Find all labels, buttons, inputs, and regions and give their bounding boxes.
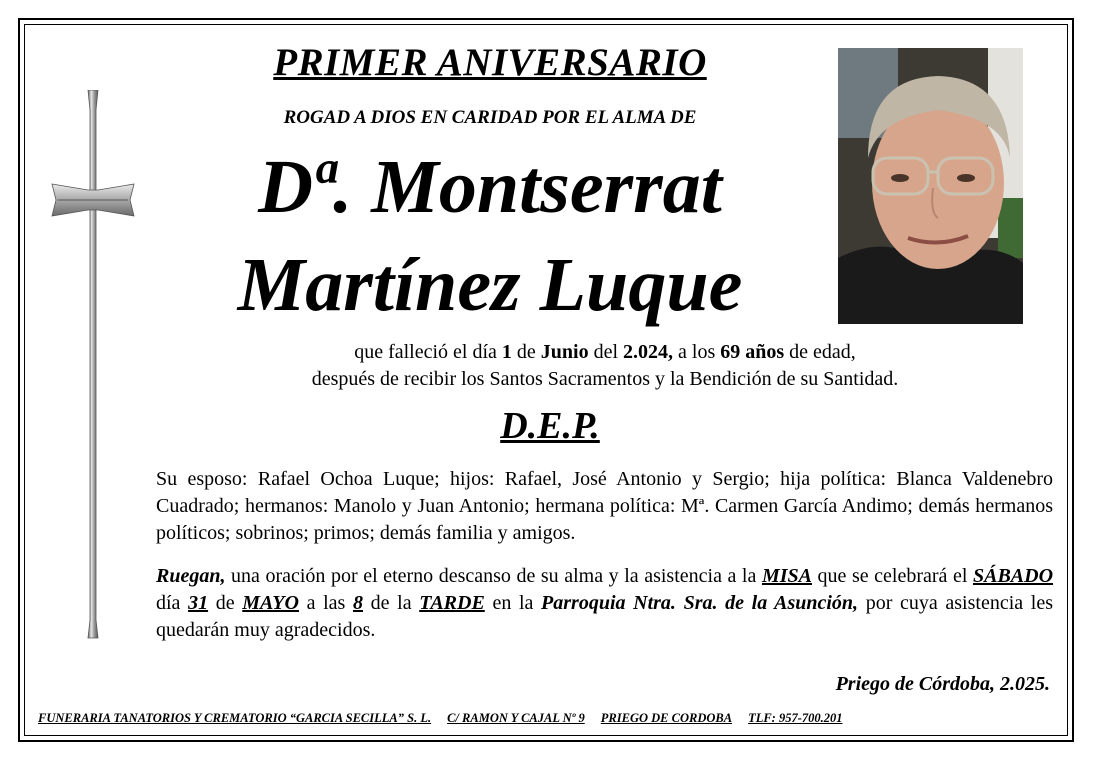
deceased-name-line2: Martínez Luque	[237, 243, 743, 327]
mass-text: de la	[362, 592, 420, 614]
footer-city: PRIEGO DE CORDOBA	[600, 711, 733, 725]
page-title: PRIMER ANIVERSARIO	[273, 41, 707, 84]
deceased-name-line1: Dª. Montserrat	[258, 145, 722, 229]
footer	[38, 711, 1054, 726]
mass-weekday: SÁBADO	[972, 565, 1054, 587]
death-month: Junio	[540, 341, 589, 363]
death-text: de edad,	[784, 341, 856, 363]
mass-hour: 8	[352, 592, 363, 614]
prayer-request: ROGAD A DIOS EN CARIDAD POR EL ALMA DE	[283, 107, 697, 128]
place-date: Priego de Córdoba, 2.025.	[835, 673, 1050, 695]
death-line-2: después de recibir los Santos Sacramentos y la Bendición de su Santidad.	[311, 368, 899, 390]
mass-text: en la	[484, 592, 542, 614]
mass-period: TARDE	[419, 592, 485, 614]
mass-announcement	[156, 563, 1053, 644]
mass-text: a las	[298, 592, 353, 614]
dep-heading: D.E.P.	[500, 405, 600, 447]
death-notice	[150, 339, 1060, 393]
mass-text: por cuya asistencia les quedarán muy agradecidos.	[156, 592, 1053, 641]
mass-text: de	[208, 592, 243, 614]
death-line-1	[150, 339, 1060, 366]
mass-church: Parroquia Ntra. Sra. de la Asunción,	[541, 592, 859, 614]
mass-text: día	[156, 592, 189, 614]
footer-address: C/ RAMON Y CAJAL Nº 9	[447, 711, 585, 725]
death-text: de	[511, 341, 541, 363]
mass-text: una oración por el eterno descanso de su alma y la asistencia a la	[225, 565, 762, 587]
mass-misa: MISA	[761, 565, 812, 587]
death-text: que falleció el día	[354, 341, 502, 363]
death-text: a los	[673, 341, 721, 363]
death-text: del	[588, 341, 624, 363]
mass-day: 31	[188, 592, 209, 614]
death-age: 69 años	[720, 341, 785, 363]
ruegan-label: Ruegan,	[156, 565, 226, 587]
death-year: 2.024,	[623, 341, 674, 363]
mass-month: MAYO	[242, 592, 299, 614]
mass-text: que se celebrará el	[811, 565, 973, 587]
footer-phone: TLF: 957-700.201	[748, 711, 843, 725]
death-day: 1	[501, 341, 512, 363]
cross-icon	[50, 90, 136, 640]
family-list: Su esposo: Rafael Ochoa Luque; hijos: Rafael, José Antonio y Sergio; hija política: Blanca Valdenebro Cuadrado; hermanos: Manolo y Juan Antonio; hermana política: Mª. Carmen García Andimo; demás hermanos políticos; sobrinos; primos; demás familia y amigos.	[156, 468, 1053, 544]
portrait-photo	[838, 48, 1023, 324]
footer-company: FUNERARIA TANATORIOS Y CREMATORIO “GARCIA SECILLA” S. L.	[38, 711, 432, 725]
